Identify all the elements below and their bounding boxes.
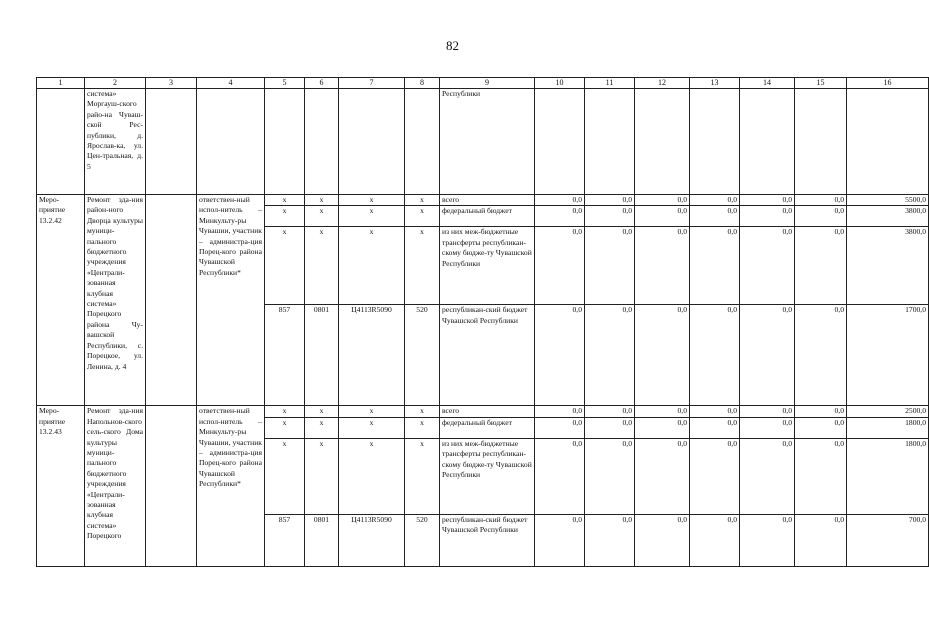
cell-c8: 520 (405, 514, 440, 566)
value: 1800,0 (847, 417, 929, 438)
header-cell: 6 (305, 78, 339, 89)
header-cell: 1 (37, 78, 85, 89)
value: 0,0 (740, 195, 795, 206)
header-cell: 15 (795, 78, 847, 89)
header-cell: 2 (85, 78, 146, 89)
cell-c7: x (339, 406, 405, 417)
value: 0,0 (535, 406, 585, 417)
cell-c7: x (339, 195, 405, 206)
value: 0,0 (740, 438, 795, 514)
page-number: 82 (446, 38, 459, 53)
value: 0,0 (795, 406, 847, 417)
cell-c6: x (305, 438, 339, 514)
header-cell: 9 (440, 78, 535, 89)
value: 700,0 (847, 514, 929, 566)
cell-c8: x (405, 417, 440, 438)
header-cell: 4 (197, 78, 265, 89)
value: 3800,0 (847, 206, 929, 227)
value: 0,0 (690, 438, 740, 514)
value: 1800,0 (847, 438, 929, 514)
cell-c5: x (265, 417, 305, 438)
cell-c7: x (339, 417, 405, 438)
header-cell: 8 (405, 78, 440, 89)
cell-c7: x (339, 227, 405, 305)
value: 0,0 (585, 514, 635, 566)
value: 0,0 (690, 206, 740, 227)
cell-c8: x (405, 227, 440, 305)
value: 2500,0 (847, 406, 929, 417)
measure-name: Ремонт зда-ния район-ного Дворца культуры муници-пального бюджетного учреждения «Централи-зованная клубная система» Порецкого района Чу-вашской Республики, с. Порецкое, ул. Ленина, д. 4 (85, 195, 146, 406)
value: 0,0 (690, 305, 740, 406)
value: 0,0 (585, 406, 635, 417)
cell-c6: x (305, 227, 339, 305)
cell-c6: x (305, 406, 339, 417)
cell-c5: x (265, 195, 305, 206)
cell-c7: Ц4113R5090 (339, 305, 405, 406)
value: 0,0 (690, 227, 740, 305)
value: 0,0 (635, 206, 690, 227)
funding-source: федеральный бюджет (440, 417, 535, 438)
value: 0,0 (585, 195, 635, 206)
cell-c5: 857 (265, 305, 305, 406)
measure-name: Ремонт зда-ния Напольнов-ского сель-ского Дома культуры муници-пального бюджетного учреждения «Централи-зованная клубная система» Порецкого (85, 406, 146, 566)
value: 0,0 (585, 438, 635, 514)
cell-c6: x (305, 417, 339, 438)
header-cell: 11 (585, 78, 635, 89)
value: 0,0 (585, 206, 635, 227)
cell-c8: x (405, 195, 440, 206)
funding-source: всего (440, 406, 535, 417)
cell-c5: x (265, 206, 305, 227)
responsible: ответствен-ный испол-нитель – Минкульту-ры Чувашии, участник – администра-ция Порец-кого района Чувашской Республики* (197, 195, 265, 406)
measure-id: Меро-приятие 13.2.42 (37, 195, 85, 406)
funding-source: из них меж-бюджетные трансферты республикан-скому бюдже-ту Чувашской Республики (440, 438, 535, 514)
value: 0,0 (795, 438, 847, 514)
value: 0,0 (740, 417, 795, 438)
header-cell: 10 (535, 78, 585, 89)
header-row (37, 78, 929, 89)
budget-table (36, 77, 929, 567)
cell-c5: 857 (265, 514, 305, 566)
value: 0,0 (535, 227, 585, 305)
value: 0,0 (635, 227, 690, 305)
cell-c7: Ц4113R5090 (339, 514, 405, 566)
header-cell: 12 (635, 78, 690, 89)
table-row (37, 195, 929, 206)
continuation-row (37, 89, 929, 195)
cell-c6: x (305, 195, 339, 206)
value: 0,0 (795, 514, 847, 566)
value: 1700,0 (847, 305, 929, 406)
cell-c6: 0801 (305, 514, 339, 566)
funding-source: республикан-ский бюджет Чувашской Республики (440, 305, 535, 406)
object-name-continued: система» Моргауш-ского райо-на Чуваш-ской Рес-публики, д. Ярослав-ка, ул. Цен-тральная, д. 5 (85, 89, 146, 195)
value: 0,0 (535, 417, 585, 438)
value: 0,0 (740, 406, 795, 417)
value: 0,0 (795, 206, 847, 227)
cell-c7: x (339, 206, 405, 227)
value: 0,0 (795, 305, 847, 406)
funding-source-continued: Республики (440, 89, 535, 195)
header-cell: 7 (339, 78, 405, 89)
header-cell: 13 (690, 78, 740, 89)
cell-c6: 0801 (305, 305, 339, 406)
value: 0,0 (535, 438, 585, 514)
value: 0,0 (795, 227, 847, 305)
value: 0,0 (690, 514, 740, 566)
value: 0,0 (690, 195, 740, 206)
cell-c8: x (405, 206, 440, 227)
cell-c8: x (405, 438, 440, 514)
cell-c8: 520 (405, 305, 440, 406)
value: 0,0 (585, 305, 635, 406)
value: 0,0 (795, 417, 847, 438)
value: 0,0 (535, 195, 585, 206)
table-row (37, 406, 929, 417)
value: 0,0 (585, 417, 635, 438)
value: 0,0 (535, 305, 585, 406)
value: 0,0 (535, 514, 585, 566)
value: 0,0 (740, 514, 795, 566)
cell-c5: x (265, 406, 305, 417)
value: 0,0 (535, 206, 585, 227)
funding-source: всего (440, 195, 535, 206)
value: 0,0 (635, 406, 690, 417)
value: 0,0 (635, 417, 690, 438)
value: 0,0 (740, 227, 795, 305)
header-cell: 5 (265, 78, 305, 89)
value: 0,0 (635, 195, 690, 206)
value: 0,0 (740, 206, 795, 227)
value: 0,0 (690, 417, 740, 438)
value: 0,0 (690, 406, 740, 417)
value: 0,0 (635, 305, 690, 406)
value: 0,0 (585, 227, 635, 305)
cell-c5: x (265, 438, 305, 514)
cell-c5: x (265, 227, 305, 305)
header-cell: 3 (146, 78, 197, 89)
header-cell: 14 (740, 78, 795, 89)
cell-c6: x (305, 206, 339, 227)
value: 0,0 (635, 514, 690, 566)
cell-c7: x (339, 438, 405, 514)
cell-c8: x (405, 406, 440, 417)
value: 0,0 (635, 438, 690, 514)
responsible: ответствен-ный испол-нитель – Минкульту-ры Чувашии, участник – администра-ция Порец-кого района Чувашской Республики* (197, 406, 265, 566)
funding-source: федеральный бюджет (440, 206, 535, 227)
funding-source: из них меж-бюджетные трансферты республикан-скому бюдже-ту Чувашской Республики (440, 227, 535, 305)
header-cell: 16 (847, 78, 929, 89)
value: 0,0 (740, 305, 795, 406)
funding-source: республикан-ский бюджет Чувашской Республики (440, 514, 535, 566)
measure-id: Меро-приятие 13.2.43 (37, 406, 85, 566)
value: 0,0 (795, 195, 847, 206)
value: 3800,0 (847, 227, 929, 305)
value: 5500,0 (847, 195, 929, 206)
